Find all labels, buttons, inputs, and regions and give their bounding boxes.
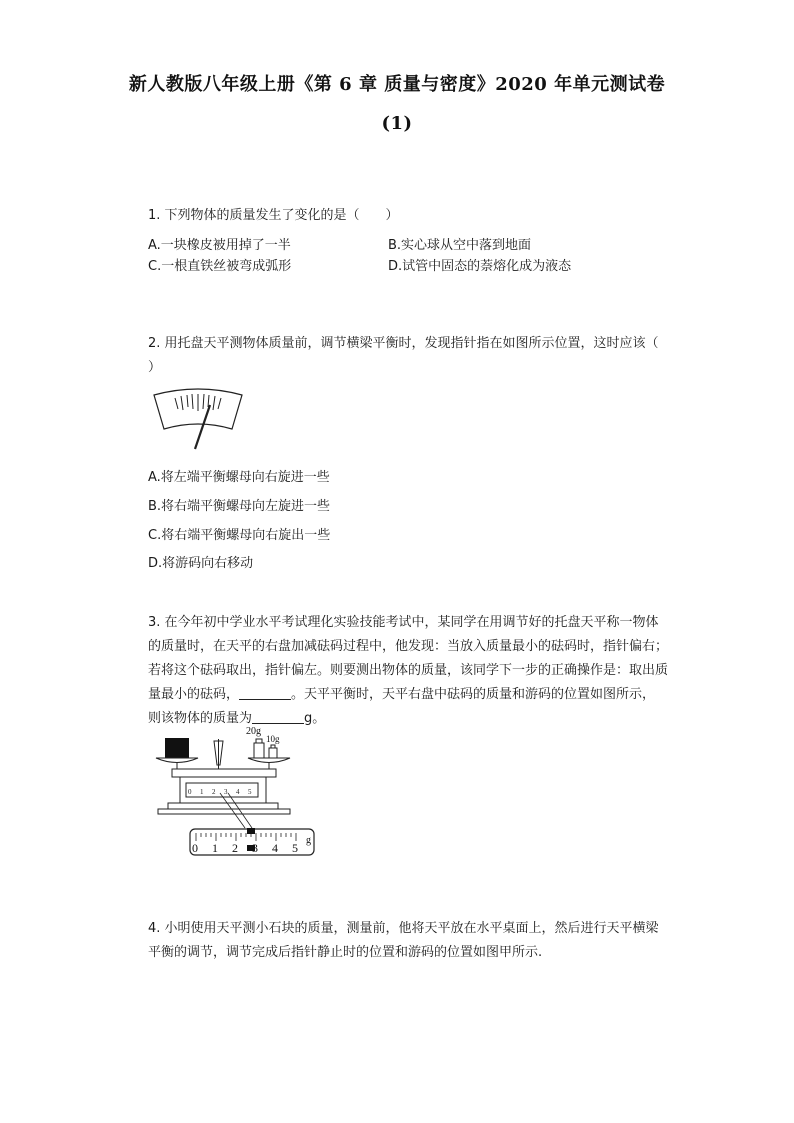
scale-unit-label: g [306,835,311,846]
svg-text:4: 4 [236,788,240,796]
weight-20g [254,743,264,758]
svg-text:2: 2 [232,841,238,855]
question-1-option-d: D.试管中固态的萘熔化成为液态 [388,259,572,274]
question-3-text-3: g。 [304,711,326,726]
right-pan [248,758,290,763]
svg-text:3: 3 [252,841,258,855]
rider [247,828,255,834]
svg-text:2: 2 [212,788,216,796]
question-2-option-b: B.将右端平衡螺母向左旋进一些 [148,499,331,514]
pointer-scale-ticks [175,394,221,411]
question-1-option-b: B.实心球从空中落到地面 [388,238,532,253]
svg-text:1: 1 [212,841,218,855]
svg-text:0: 0 [192,841,198,855]
question-1-option-c: C.一根直铁丝被弯成弧形 [148,259,292,274]
svg-text:5: 5 [248,788,252,796]
question-3-blank-1[interactable] [239,685,291,700]
question-1-option-a: A.一块橡皮被用掉了一半 [148,238,291,253]
question-1-stem: 1. 下列物体的质量发生了变化的是（ ） [148,208,399,223]
balance-with-weights-figure [150,725,320,875]
exam-title-subtitle: (1) [381,113,413,134]
question-4-stem: 4. 小明使用天平测小石块的质量，测量前，他将天平放在水平桌面上，然后进行天平横梁平衡的调节，调节完成后指针静止时的位置和游码的位置如图甲所示. [148,921,659,960]
svg-text:3: 3 [224,788,228,796]
question-2-option-c: C.将右端平衡螺母向右旋出一些 [148,528,331,543]
svg-text:1: 1 [200,788,204,796]
question-3-text-1: 3. 在今年初中学业水平考试理化实验技能考试中，某同学在用调节好的托盘天平称一物体的质量时，在天平的右盘加减砝码过程中，他发现：当放入质量最小的砝码时，指针偏右；若将这个砝码取出，指针偏左。则要测出物体的质量，该同学下一步的正确操作是：取出质量最小的砝码， [148,615,669,702]
svg-text:4: 4 [272,841,278,855]
question-2-option-a: A.将左端平衡螺母向右旋进一些 [148,470,330,485]
balance-base [168,803,278,809]
left-pan [156,758,198,763]
balance-pointer-needle [195,405,210,449]
exam-title: 新人教版八年级上册《第 6 章 质量与密度》2020 年单元测试卷 [128,74,666,95]
object-block [165,738,189,758]
question-3-text-2: 。天平平衡时，天平右盘中砝码的质量和游码的位置如图所示，则该物体的质量为 [148,687,656,726]
question-2-stem: 2. 用托盘天平测物体质量前，调节横梁平衡时，发现指针指在如图所示位置，这时应该（ ） [148,336,659,375]
balance-pointer-figure [148,385,248,455]
question-3-blank-2[interactable] [252,709,304,724]
svg-text:5: 5 [292,841,298,855]
question-2-option-d: D.将游码向右移动 [148,556,254,571]
svg-text:0: 0 [188,788,192,796]
weight-20g-label: 20g [246,726,261,737]
weight-10g-label: 10g [266,734,280,744]
question-3-stem [148,611,668,731]
balance-beam [172,769,276,777]
weight-10g [269,748,277,758]
